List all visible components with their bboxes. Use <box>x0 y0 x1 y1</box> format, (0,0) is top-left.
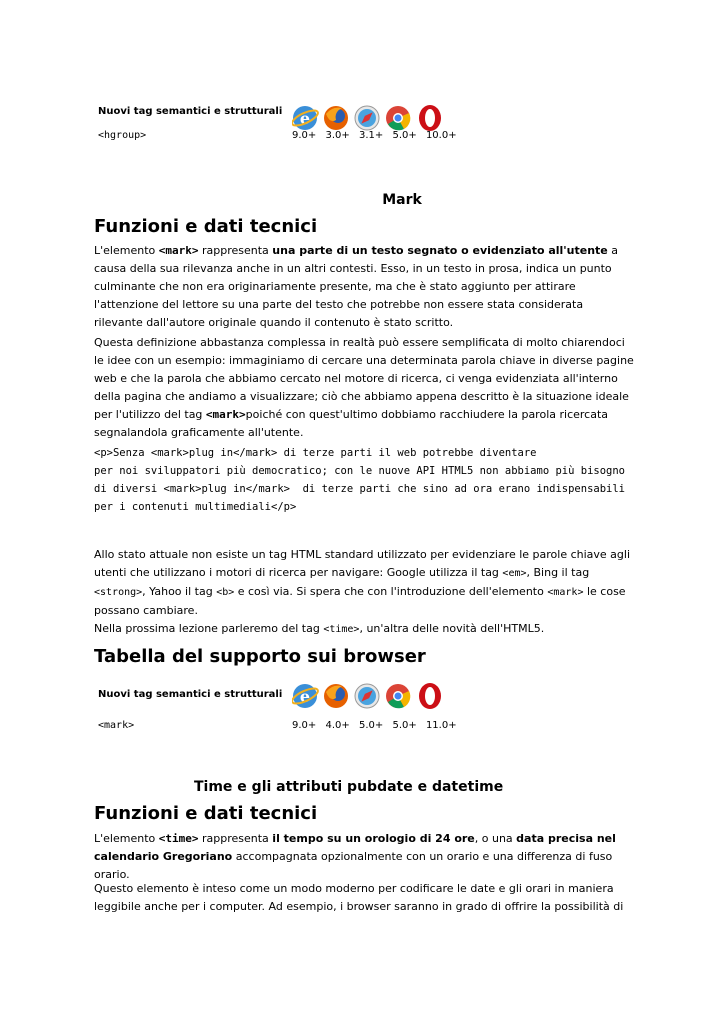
chrome-icon <box>386 106 410 130</box>
version-ie: 9.0+ <box>292 130 317 141</box>
paragraph-time-2: Questo elemento è inteso come un modo moderno per codificare le date e gli orari in maniera leggibile anche per i computer. Ad esempio, i browser saranno in grado di offrire la possibilità di <box>94 882 624 913</box>
version-safari: 3.1+ <box>358 130 384 141</box>
version-safari: 5.0+ <box>358 720 384 731</box>
paragraph-mark-3: Allo stato attuale non esiste un tag HTML standard utilizzato per evidenziare le parole chiave agli utenti che utilizzano i motori di ricerca per navigare: Google utilizza il tag <em>, Bing il tag <strong>, Yahoo il tag <b> e così via. Si spera che con l'introduzione dell'elemento <mark> le cose possano cambiare. <box>94 548 631 617</box>
opera-icon <box>419 105 441 131</box>
internet-explorer-icon <box>292 106 320 130</box>
support-category-label-2: Nuovi tag semantici e strutturali <box>98 689 283 700</box>
version-firefox: 3.0+ <box>325 130 350 141</box>
chrome-icon <box>386 684 410 708</box>
version-opera: 11.0+ <box>425 720 457 731</box>
support-versions-2 <box>292 720 463 731</box>
support-tag: <hgroup> <box>98 130 147 141</box>
firefox-icon <box>324 106 348 130</box>
firefox-icon <box>324 684 348 708</box>
support-versions <box>292 130 463 141</box>
version-opera: 10.0+ <box>425 130 457 141</box>
svg-text:e: e <box>299 687 311 706</box>
browser-icons-2 <box>292 682 462 712</box>
support-tag-2: <mark> <box>98 720 135 731</box>
code-example: <p>Senza <mark>plug in</mark> di terze parti il web potrebbe diventare per noi sviluppatori più democratico; con le nuove API HTML5 non abbiamo più bisogno di diversi <mark>plug in</mark> di terze parti che sino ad ora erano indispensabili per i contenuti multimediali</p> <box>94 447 626 513</box>
version-chrome: 5.0+ <box>392 720 417 731</box>
version-firefox: 4.0+ <box>325 720 350 731</box>
opera-icon <box>419 683 441 709</box>
section-heading: Funzioni e dati tecnici <box>94 216 318 237</box>
section-title-time: Time e gli attributi pubdate e datetime <box>194 779 504 795</box>
support-category-label: Nuovi tag semantici e strutturali <box>98 106 283 117</box>
section-title-mark: Mark <box>382 192 422 208</box>
paragraph-mark-2: Questa definizione abbastanza complessa in realtà può essere semplificata di molto chiarendoci le idee con un esempio: immaginiamo di cercare una determinata parola chiave in diverse pagine web e che la parola che abbiamo cercato nel motore di ricerca, ci venga evidenziata all'interno della pagina che andiamo a visualizzare; ciò che abbiamo appena descritto è la situazione ideale per l'utilizzo del tag <mark>poiché con quest'ultimo dobbiamo racchiudere la parola ricercata segnalandola graficamente all'utente. <box>94 336 634 439</box>
table-heading: Tabella del supporto sui browser <box>94 646 426 667</box>
safari-icon <box>355 684 379 708</box>
internet-explorer-icon <box>292 684 320 708</box>
paragraph-mark-4: Nella prossima lezione parleremo del tag <time>, un'altra delle novità dell'HTML5. <box>94 622 545 635</box>
version-ie: 9.0+ <box>292 720 317 731</box>
section-heading-time: Funzioni e dati tecnici <box>94 803 318 824</box>
browser-icons-row-2 <box>292 682 462 712</box>
svg-text:e: e <box>299 109 311 128</box>
paragraph-time-1: L'elemento <time> rappresenta il tempo su un orologio di 24 ore, o una data precisa nel calendario Gregoriano accompagnata opzionalmente con un orario e una differenza di fuso orario. <box>94 832 616 881</box>
version-chrome: 5.0+ <box>392 130 417 141</box>
safari-icon <box>355 106 379 130</box>
paragraph-mark-1: L'elemento <mark> rappresenta una parte di un testo segnato o evidenziato all'utente a causa della sua rilevanza anche in un altri contesti. Esso, in un testo in prosa, indica un punto culminante che non era originariamente presente, ma che è stato aggiunto per attirare l'attenzione del lettore su una parte del testo che potrebbe non essere stata considerata rilevante dall'autore originale quando il contenuto è stato scritto. <box>94 244 619 329</box>
